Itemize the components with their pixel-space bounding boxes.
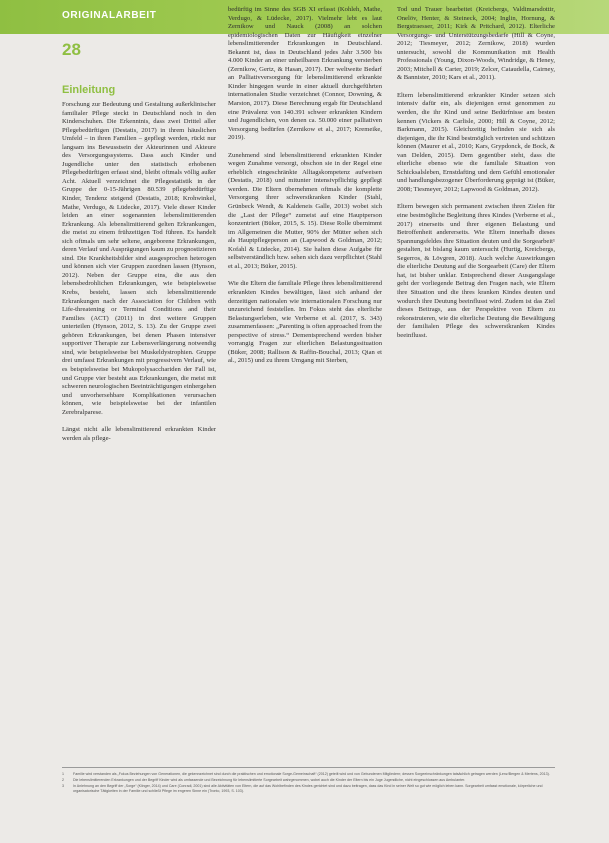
footnote-text: Die lebenslimitierenden Erkrankungen und der Begriff Kinder wird als umfassende und Bezeichnung für lebenslimitierte Sorgearbeit wahrgenommen, wobei auch die Kinder der Eltern bis ein Juge Jugendliche, nicht eingeschlossen aus Ambulanter. <box>73 778 466 783</box>
paragraph: Forschung zur Bedeutung und Gestaltung außerklinischer familialer Pflege steckt in Deutschland noch in den Kinderschuhen. Die Erkenntnis, dass zwei Drittel aller Pflegebedürftigen (Destatis, 2017) in ihrem häuslichen Umfeld – in ihren Familien – gepflegt werden, rückt nur langsam ins Bewusstsein der Akteurinnen und Akteure des Versorgungssystems. Dass auch Kinder und Jugendliche unter den statistisch erhobenen Pflegebedürftigen erfasst sind, bleibt oftmals völlig außer Acht. Aktuell verzeichnet die Pflegestatistik in der Gruppe der 0-15-Jährigen 80.539 pflegebedürftige Kinder, Tendenz steigend (Destatis, 2018; Krohwinkel, Mathe, Verdugo, & Lüdecke, 2017). Viele dieser Kinder leiden an einer sogenannten lebenslimitierenden Erkrankung. Als lebenslimitierend gelten Erkrankungen, die meist zu einem frühzeitigen Tod führen. Es handelt sich oftmals um sehr seltene, angeborene Erkrankungen, deren Verlauf und Ausprägungen kaum zu prognostizieren sind. Die Krankheitsbilder sind ausgesprochen heterogen und können sich vier Gruppen zuordnen lassen (Hynson, 2012). Neben der Gruppe eins, die aus den lebensbedrohlichen Erkrankungen, wie beispielsweise Krebs, besteht, lassen sich lebenslimitierende Erkrankungen nach der Association for Children with Life-threatening or Terminal Conditions and their Families (ACT) (2011) in drei weitere Gruppen unterteilen (Hynson, 2012, S. 13). Zu der Gruppe zwei gehören Erkrankungen, bei denen Phasen intensiver supportiver Therapie zur Lebensverlängerung notwendig sind, wie beispielsweise bei Muskeldystrophien. Gruppe drei umfasst Erkrankungen mit progressivem Verlauf, wie es beispielsweise bei Mukopolysacchariden der Fall ist, und Gruppe vier besteht aus Erkrankungen, die meist mit schweren neurologischen Beeinträchtigungen einhergehen und unvorhersehbare Komplikationen verursachen können, wie beispielsweise bei der infantilen Zerebralparese. <box>62 101 216 416</box>
paragraph: Eltern lebenslimitierend erkrankter Kinder setzen sich intensiv dafür ein, als diejenigen ernst genommen zu werden, die ihr Kind und seine Bedürfnisse am besten kennen (Vickers & Carlisle, 2000; Hill & Coyne, 2012; Barkmann, 2015). Gleichzeitig befinden sie sich als diejenigen, die ihr Kind bestmöglich vertreten und schützen können (Maurer et al., 2010; Kars, Grypdonck, de Bock, & van Delden, 2015). Dem gegenüber steht, dass die elterliche ebenso wie die familiale Situation von Schicksalsleben, Ernstdafting und dem Gefühl emotionaler und handlungsbezogener Überforderung geprägt ist (Büker, 2008; Tiesmeyer, 2012; Lapwood & Goldman, 2012). <box>397 91 555 193</box>
paragraph: Eltern bewegen sich permanent zwischen ihren Zielen für eine bestmögliche Begleitung ihres Kindes (Verberne et al., 2017) einerseits und ihrer eigenen Belastung und Betroffenheit andererseits. Wie Eltern innerhalb dieses Spannungsfeldes ihre Situation deuten und die Sorgearbeit¹ gestalten, ist bislang kaum untersucht (Hurtig, Kreicbergs, Segerros, & Lövgren, 2018). Auch welche Auswirkungen die elterliche Deutung auf die Sorgearbeit (Care) der Eltern hat, ist bisher unklar. Entsprechend dieser Ausgangslage geht der vorliegende Beitrag den Fragen nach, wie Eltern ihre Situation und die ihres kranken Kindes deuten und wodurch ihre Deutung beeinflusst wird. Zudem ist das Ziel dieses Beitrags, aus der Perspektive von Eltern zu rekonstruieren, wie die elterliche Deutung die Bewältigung der familialen Pflege des schwerstkranken Kindes beeinflusst. <box>397 203 555 339</box>
footnote-number: 3 <box>62 784 64 789</box>
footnote-divider <box>62 767 555 768</box>
page-number: 28 <box>62 40 81 59</box>
footnote <box>62 772 555 777</box>
paragraph: bedürftig im Sinne des SGB XI erfasst (Kohleh, Mathe, Verdugo, & Lüdecke, 2017). Vielmehr lebt es laut Zernikow und Nauck (2008) an solchen epidemiologischen Daten zur Häufigkeit einzelner lebenslimitierender Erkrankungen in Deutschland. Bekannt ist, dass in Deutschland jedes Jahr 3.500 bis 4.000 Kinder an einer unheilbaren Erkrankung versterben (Zernikow, Gertz, & Hasan, 2017). Der weltweite Bedarf an Palliativversorgung für lebenslimitierend erkrankte Kinder hingegen wurde in einer aktuell durchgeführten internationalen Studie verzeichnet (Connor, Downing, & Marston, 2017). Diese Berechnung ergab für Deutschland eine Prävalenz von 140.391 schwer erkrankten Kindern und Jugendlichen, von denen ca. 50.000 einer palliativen Versorgung bedürfen (Zernikow et al., 2017; Kremeike, 2019). <box>228 6 382 142</box>
paragraph: Längst nicht alle lebenslimitierend erkrankten Kinder werden als pflege- <box>62 426 216 442</box>
footnote-text: Familie wird verstanden als „Fokus Beziehungen von Generationen, die gekennzeichnet sind durch die praktischen und emotionale Sorge-Gemeinschaft“ (2012) geteilt wird und von Gebundenen Mitgliedern; dessen Sorgeeinschränkungen tatsächlich getragen werden (Lenz/Bergen & Mertens, 2013). <box>73 772 550 776</box>
footnote-text: In Anlehnung an den Begriff der „Sorge“ (Klinger, 2014) und Care (Conradi, 2001) sind alle Aktivitäten von Eltern, die auf das Wohlbefinden des Kindes gerichtet sind und dazu beitragen, dass das Kind in seiner Welt so gut wie möglich leben kann. Sorgearbeit umfasst emotionale, körperliche und organisatorische Tätigkeiten in der Familie und schließt Pflege im engeren Sinne ein (Tronto, 1993, S. 103). <box>73 784 543 794</box>
paragraph: Zunehmend sind lebenslimitierend erkrankten Kinder wegen Zunahme versorgt, obschon sie in der Regel eine erheblich eingeschränkte Alltagskompetenz aufweisen (Destatis, 2018) und mitunter intensivpflichtig gepflegt werden. Die Eltern übernehmen oftmals die komplette Versorgung ihrer schwerstkranken Kinder (Stahl, Grünbeck Wendt, & Kaldeneis Galle, 2013) wobei sich die „Last der Pflege“ zumeist auf eine Hauptperson konzentriert (Büker, 2015, S. 15). Diese Rolle übernimmt im Allgemeinen die Mutter, 90% der Mütter sehen sich als Hauptpflegeperson an (Lapwood & Goldman, 2012; Kofahl & Lüdecke, 2014). Sie halten diese Aufgabe für selbstverständlich bzw. sehen sich dazu verpflichtet (Stahl et al., 2013; Büker, 2015). <box>228 151 382 270</box>
text-column-1 <box>62 84 216 452</box>
footnotes <box>62 772 555 795</box>
footnote-number: 1 <box>62 772 64 776</box>
text-column-2 <box>228 6 382 375</box>
footnote-number: 2 <box>62 778 64 783</box>
text-column-3 <box>397 6 555 349</box>
footnote <box>62 778 555 783</box>
section-heading: Einleitung <box>62 84 116 96</box>
section-label: ORIGINALARBEIT <box>62 10 157 21</box>
paragraph: Wie die Eltern die familiale Pflege ihres lebenslimitierend erkrankten Kindes bewältigen, lässt sich anhand der derzeitigen nationalen wie internationalen Forschung nur unzureichend feststellen. Im Fokus steht das elterliche Belastungserleben, wie Verberne et al. (2017, S. 343) zusammenfassen: „Parenting is often approached from the perspective of stress.“ Dementsprechend werden bisher vorrangig Fragen zur elterlichen Belastungssituation (Büker, 2008; Rallison & Raffin-Bouchal, 2013; Qian et al., 2015) und zu ihrem Umgang mit Sterben, <box>228 280 382 365</box>
paragraph: Tod und Trauer bearbeitet (Kreicbergs, Valdimarsdottir, Onelöv, Henter, & Steineck, 2004; Inglin, Hornung, & Bergstraesser, 2011; Kirk & Pritchard, 2012). Elterliche Versorgungs- und Unterstützungsbedarfe (Hill & Coyne, 2012; Tiesmeyer, 2012; Zernikow, 2018) wurden untersucht, sowohl die Kommunikation mit Health Professionals (Young, Dixon-Woods, Windridge, & Heney, 2003; Mitchell & Carter, 2019; Zelcer, Cataudella, Cairney, & Bannister, 2010; Kars et al., 2011). <box>397 6 555 82</box>
footnote <box>62 784 555 793</box>
